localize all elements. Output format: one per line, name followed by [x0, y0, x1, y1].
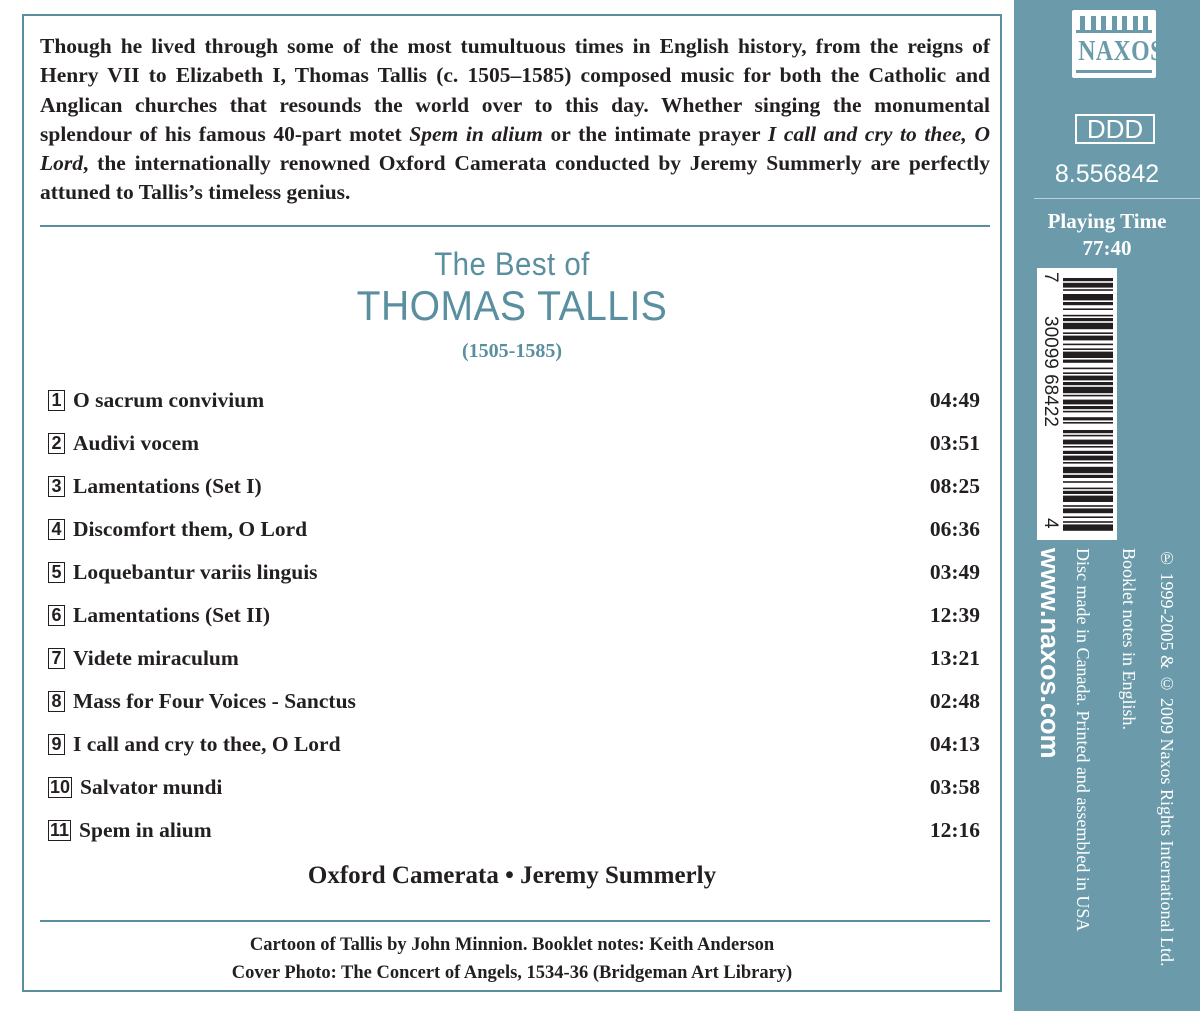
blurb-italic-1: Spem in alium: [409, 121, 543, 146]
track-number: 6: [48, 605, 65, 626]
track-title: Videte miraculum: [73, 646, 239, 670]
track-duration: 04:49: [929, 388, 980, 412]
track-number: 11: [50, 820, 70, 840]
album-title-composer: THOMAS TALLIS: [356, 282, 668, 329]
booklet-notes: Booklet notes in English.: [1119, 548, 1139, 730]
track-duration: 02:48: [929, 689, 980, 713]
track-row: [48, 465, 980, 508]
track-row: [48, 680, 980, 723]
track-number: 3: [48, 476, 65, 497]
logo-text: NAXOS: [1078, 36, 1164, 67]
blurb-text-2: or the intimate prayer: [542, 121, 768, 146]
track-row: [48, 637, 980, 680]
track-number: 8: [48, 691, 65, 712]
catalogue-number: 8.556842: [1054, 160, 1160, 188]
composer-dates: (1505-1585): [462, 340, 562, 362]
track-duration: 03:58: [929, 775, 980, 799]
track-row: [48, 551, 980, 594]
track-title: Lamentations (Set II): [73, 603, 271, 627]
track-row: [48, 723, 980, 766]
website-link[interactable]: www.naxos.com: [1035, 548, 1065, 759]
track-number: 7: [48, 648, 65, 669]
track-number: 10: [50, 777, 71, 797]
logo-columns-icon: [1080, 16, 1148, 30]
track-row: [48, 594, 980, 637]
track-duration: 12:16: [929, 818, 980, 842]
track-title: Loquebantur variis linguis: [73, 560, 318, 584]
divider-top: [40, 225, 990, 227]
barcode: [1037, 268, 1117, 540]
track-title: O sacrum convivium: [73, 388, 265, 412]
barcode-digit-first: 7: [1040, 272, 1061, 283]
track-number: 2: [48, 433, 65, 454]
track-title: Salvator mundi: [80, 775, 223, 799]
blurb-text-3: , the internationally renowned Oxford Camerata conducted by Jeremy Summerly are perfectly attuned to Tallis’s timeless genius.: [40, 151, 990, 205]
track-duration: 06:36: [929, 517, 980, 541]
track-duration: 12:39: [929, 603, 980, 627]
track-row: [48, 379, 980, 422]
naxos-logo: [1072, 10, 1164, 78]
track-duration: 04:13: [929, 732, 980, 756]
track-title: I call and cry to thee, O Lord: [73, 732, 341, 756]
copyright-notice: ℗ 1999-2005 & © 2009 Naxos Rights International Ltd.: [1157, 548, 1177, 967]
credits: [24, 931, 1000, 987]
track-number: 9: [48, 734, 65, 755]
sidebar-divider: [1034, 198, 1200, 199]
track-duration: 03:51: [929, 431, 980, 455]
track-duration: 03:49: [929, 560, 980, 584]
sidebar: [1014, 0, 1200, 1011]
track-row: [48, 422, 980, 465]
track-duration: 13:21: [929, 646, 980, 670]
divider-bottom: [40, 920, 990, 922]
description-blurb: [40, 32, 990, 208]
track-number: 4: [48, 519, 65, 540]
barcode-digit-last: 4: [1040, 518, 1061, 529]
track-duration: 08:25: [929, 474, 980, 498]
track-title: Mass for Four Voices - Sanctus: [73, 689, 356, 713]
playing-time-value: 77:40: [1082, 236, 1132, 260]
barcode-digits-middle: 30099 68422: [1040, 316, 1061, 427]
track-number: 5: [48, 562, 65, 583]
album-title-prefix: The Best of: [434, 246, 590, 282]
playing-time-label: Playing Time: [1047, 209, 1167, 233]
track-number: 1: [48, 390, 65, 411]
track-title: Spem in alium: [79, 818, 212, 842]
blurb-text-1: Though he lived through some of the most tumultuous times in English history, from the reigns of Henry VII to Elizabeth I, Thomas Tallis (c. 1505–1585) composed music for both the Catholic and Anglican churches that resounds the world over to this day. Whether singing the monumental splendour of his famous 40-part motet: [40, 34, 990, 146]
track-title: Lamentations (Set I): [73, 474, 262, 498]
track-row: [48, 809, 980, 852]
track-row: [48, 508, 980, 551]
performers: Oxford Camerata • Jeremy Summerly: [307, 862, 717, 889]
format-badge: DDD: [1075, 114, 1155, 144]
track-row: [48, 766, 980, 809]
track-title: Audivi vocem: [73, 431, 200, 455]
credits-line-1: Cartoon of Tallis by John Minnion. Booklet notes: Keith Anderson: [249, 935, 775, 955]
playing-time: [1014, 208, 1200, 262]
track-list: [48, 379, 980, 852]
manufacture-note: Disc made in Canada. Printed and assembled in USA: [1073, 548, 1093, 932]
blurb-italic-2: I call and cry to thee, O Lord: [40, 121, 990, 176]
back-cover-panel: [22, 14, 1002, 992]
track-title: Discomfort them, O Lord: [73, 517, 308, 541]
credits-line-2: Cover Photo: The Concert of Angels, 1534-36 (Bridgeman Art Library): [231, 963, 793, 983]
